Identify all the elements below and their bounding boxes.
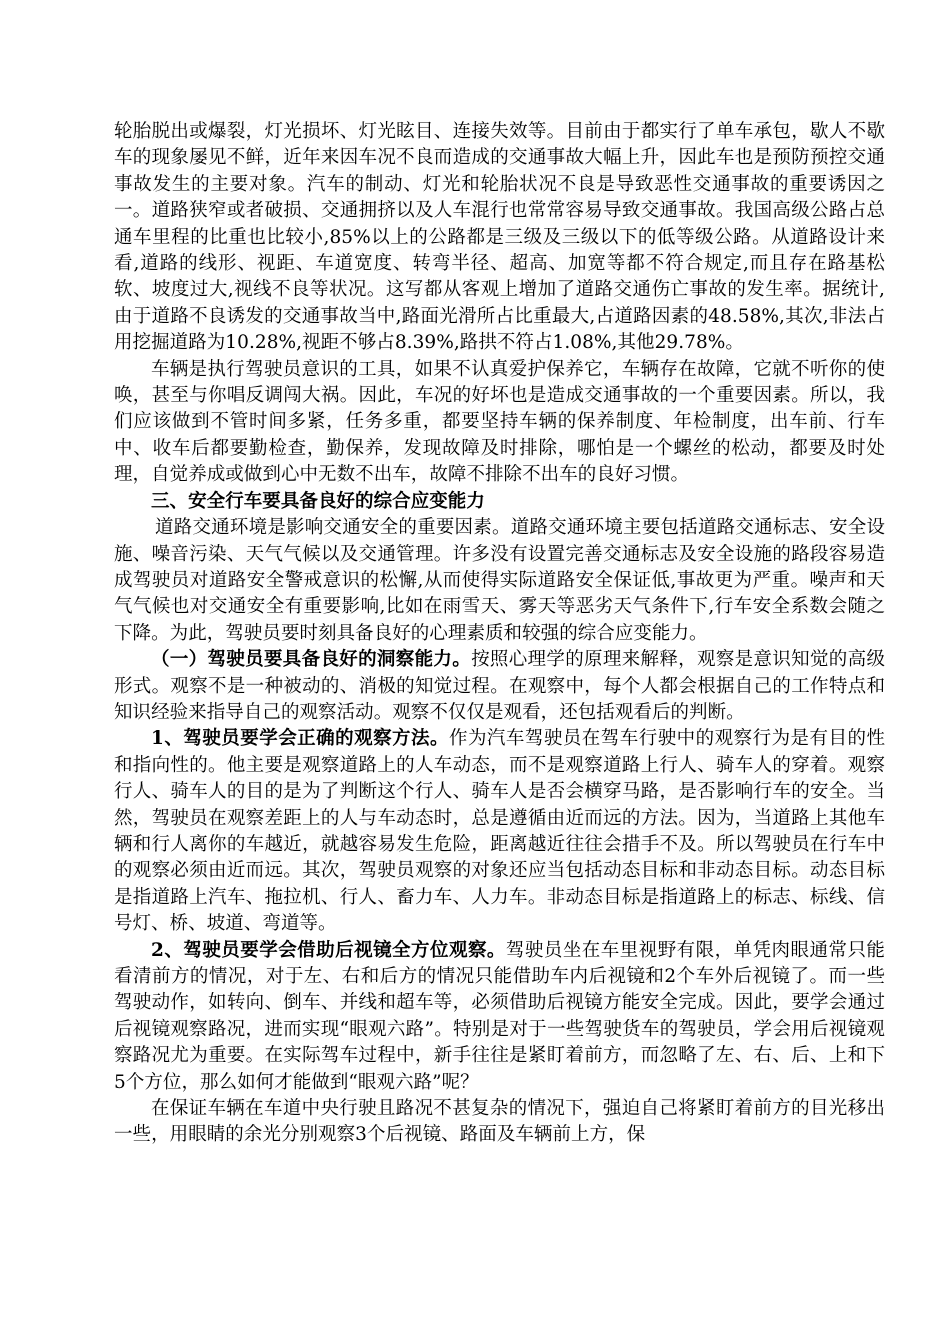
paragraph-text: 轮胎脱出或爆裂，灯光损坏、灯光眩目、连接失效等。目前由于都实行了单车承包，歇人不歇车的现象屡见不鲜，近年来因车况不良而造成的交通事故大幅上升，因此车也是预防预控交通事故发生的主要对象。汽车的制动、灯光和轮胎状况不良是导致恶性交通事故的重要诱因之一。道路狭窄或者破损、交通拥挤以及人车混行也常常容易导致交通事故。我国高级公路占总通车里程的比重也比较小,85%以上的公路都是三级及三级以下的低等级公路。从道路设计来看,道路的线形、视距、车道宽度、转弯半径、超高、加宽等都不符合规定,而且存在路基松软、坡度过大,视线不良等状况。这写都从客观上增加了道路交通伤亡事故的发生率。据统计,由于道路不良诱发的交通事故当中,路面光滑所占比重最大,占道路因素的48.58%,其次,非法占用挖掘道路为10.28%,视距不够占8.39%,路拱不符占1.08%,其他29.78%。 <box>114 121 885 354</box>
heading-text: 三、安全行车要具备良好的综合应变能力 <box>151 490 485 512</box>
paragraph-peripheral-vision <box>114 1096 885 1149</box>
paragraph-text: 作为汽车驾驶员在驾车行驶中的观察行为是有目的性和指向性的。他主要是观察道路上的人车动态，而不是观察道路上行人、骑车人的穿着。观察行人、骑车人的目的是为了判断这个行人、骑车人是否会横穿马路，是否影响行车的安全。当然，驾驶员在观察差距上的人与车动态时，总是遵循由近而远的方法。因为，当道路上其他车辆和行人离你的车越近，就越容易发生危险，距离越近往往会措手不及。所以驾驶员在行车中的观察必须由近而远。其次，驾驶员观察的对象还应当包括动态目标和非动态目标。动态目标是指道路上汽车、拖拉机、行人、畜力车、人力车。非动态目标是指道路上的标志、标线、信号灯、桥、坡道、弯道等。 <box>114 728 885 935</box>
paragraph-lead: （一）驾驶员要具备良好的洞察能力。 <box>151 649 472 671</box>
paragraph-text: 按照心理学的原理来解释，观察是意识知觉的高级形式。观察不是一种被动的、消极的知觉过程。在观察中，每个人都会根据自己的工作特点和知识经验来指导自己的观察活动。观察不仅仅是观看，还包括观看后的判断。 <box>114 649 885 723</box>
document-page <box>114 119 885 1149</box>
paragraph-traffic-environment <box>114 515 885 647</box>
paragraph-observation-method <box>114 726 885 937</box>
paragraph-observation-ability <box>114 647 885 726</box>
section-heading-3 <box>114 489 885 515</box>
paragraph-mirror-observation <box>114 938 885 1096</box>
paragraph-vehicle-maintenance <box>114 357 885 489</box>
paragraph-lead: 2、驾驶员要学会借助后视镜全方位观察。 <box>151 939 506 961</box>
paragraph-road-conditions <box>114 119 885 357</box>
paragraph-text: 在保证车辆在车道中央行驶且路况不甚复杂的情况下，强迫自己将紧盯着前方的目光移出一些，用眼睛的余光分别观察3个后视镜、路面及车辆前上方，保 <box>114 1098 885 1146</box>
paragraph-text: 驾驶员坐在车里视野有限，单凭肉眼通常只能看清前方的情况，对于左、右和后方的情况只能借助车内后视镜和2个车外后视镜了。而一些驾驶动作，如转向、倒车、并线和超车等，必须借助后视镜方能安全完成。因此，要学会通过后视镜观察路况，进而实现“眼观六路”。特别是对于一些驾驶货车的驾驶员，学会用后视镜观察路况尤为重要。在实际驾车过程中，新手往往是紧盯着前方，而忽略了左、右、后、上和下5个方位，那么如何才能做到“眼观六路”呢？ <box>114 939 885 1093</box>
paragraph-text: 车辆是执行驾驶员意识的工具，如果不认真爱护保养它，车辆存在故障，它就不听你的使唤，甚至与你唱反调闯大祸。因此，车况的好坏也是造成交通事故的一个重要因素。所以，我们应该做到不管时间多紧，任务多重，都要坚持车辆的保养制度、年检制度，出车前、行车中、收车后都要勤检查，勤保养，发现故障及时排除，哪怕是一个螺丝的松动，都要及时处理，自觉养成或做到心中无数不出车，故障不排除不出车的良好习惯。 <box>114 358 885 486</box>
paragraph-text: 道路交通环境是影响交通安全的重要因素。道路交通环境主要包括道路交通标志、安全设施、噪音污染、天气气候以及交通管理。许多没有设置完善交通标志及安全设施的路段容易造成驾驶员对道路安全警戒意识的松懈,从而使得实际道路安全保证低,事故更为严重。噪声和天气气候也对交通安全有重要影响,比如在雨雪天、雾天等恶劣天气条件下,行车安全系数会随之下降。为此，驾驶员要时刻具备良好的心理素质和较强的综合应变能力。 <box>114 517 885 644</box>
paragraph-lead: 1、驾驶员要学会正确的观察方法。 <box>151 728 449 750</box>
